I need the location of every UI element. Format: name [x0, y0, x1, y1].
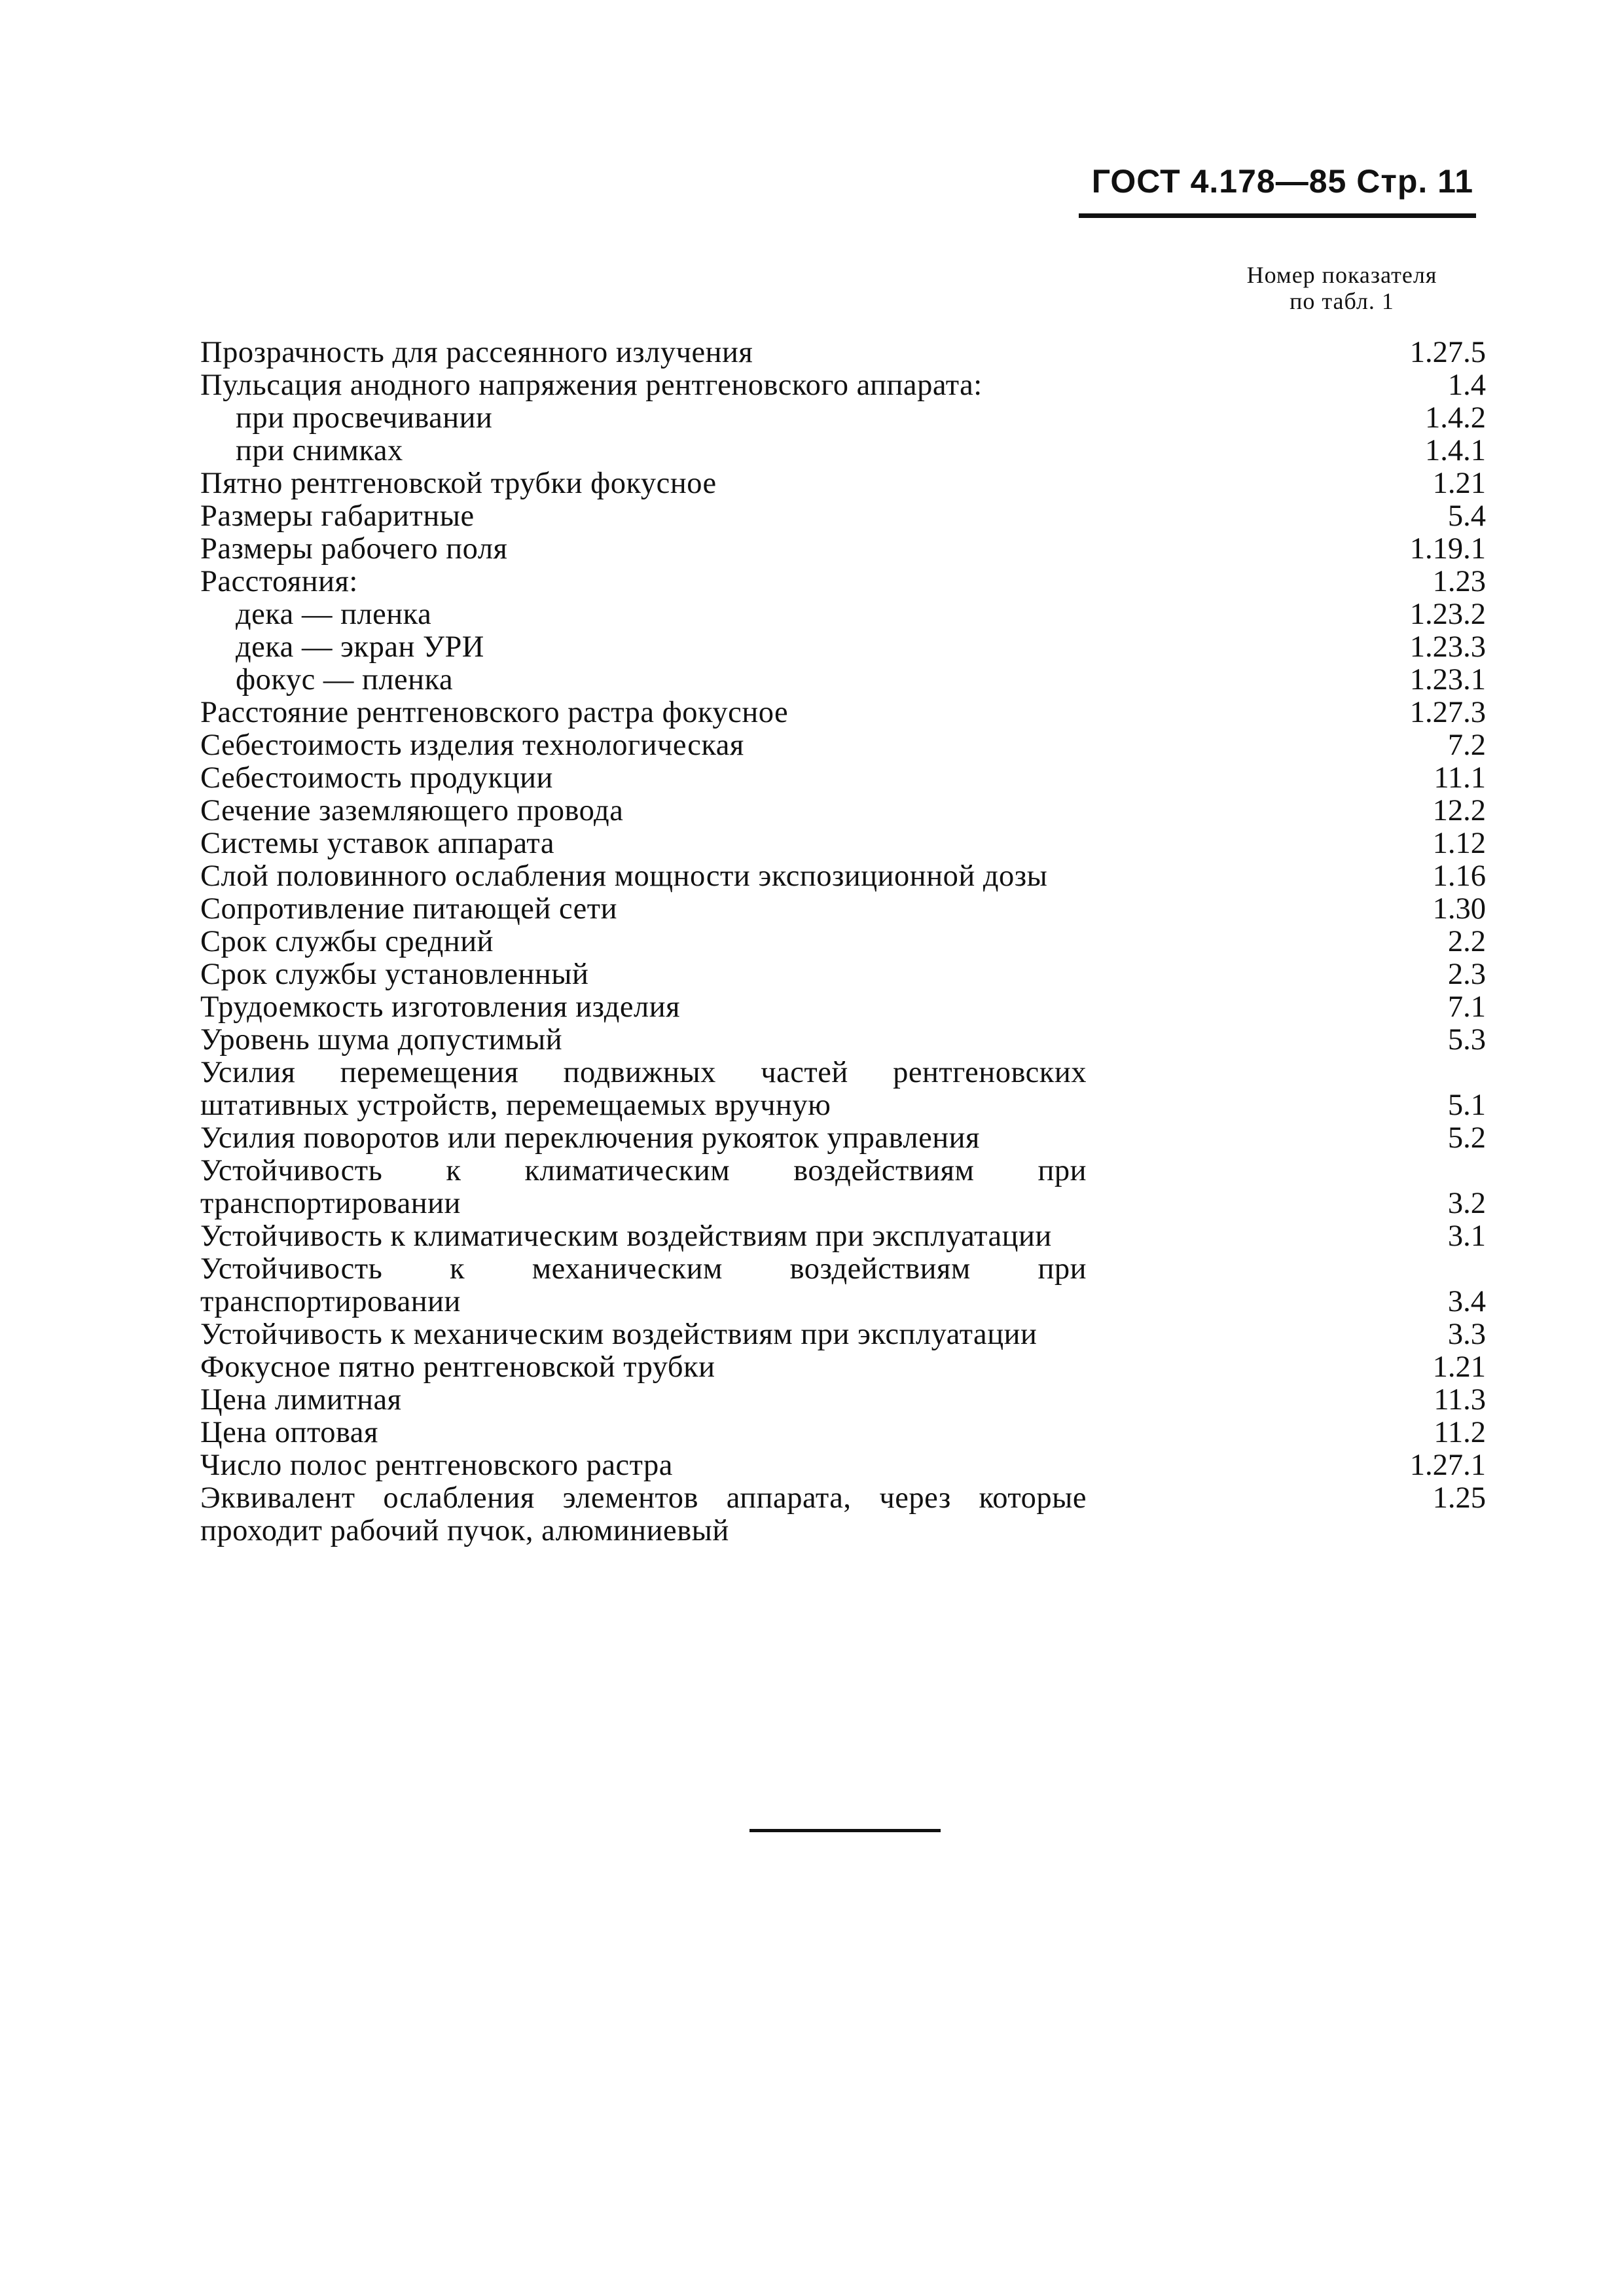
entry-number: 7.1 [1447, 990, 1486, 1024]
index-entry [200, 1122, 1486, 1155]
entry-number: 1.12 [1432, 827, 1486, 860]
index-entry [200, 1024, 1486, 1057]
entry-number: 12.2 [1432, 794, 1486, 827]
index-entry [200, 958, 1486, 991]
entry-text: Фокусное пятно рентгеновской трубки [200, 1350, 715, 1384]
index-entry [200, 369, 1486, 402]
entry-number: 5.4 [1447, 499, 1486, 533]
index-entry [200, 762, 1486, 795]
entry-number: 1.4.2 [1425, 401, 1486, 435]
column-caption-line1: Номер показателя [1246, 262, 1437, 288]
entry-number: 1.4 [1447, 369, 1486, 402]
entry-text: Эквивалент ослабления элементов аппарата, через которые проходит рабочий пучок, алюминиевый [200, 1481, 1087, 1547]
index-entry [200, 1351, 1486, 1384]
entry-text: при снимках [236, 434, 403, 467]
entry-number: 11.1 [1434, 761, 1486, 795]
entry-text: Устойчивость к климатическим воздействиям при эксплуатации [200, 1220, 1052, 1253]
index-entry [200, 926, 1486, 958]
index-entry [200, 533, 1486, 566]
entry-number: 1.25 [1432, 1481, 1486, 1515]
entry-text: Сечение заземляющего провода [200, 794, 624, 827]
entry-text: Уровень шума допустимый [200, 1023, 563, 1057]
entry-text: при просвечивании [236, 401, 493, 435]
index-entry [200, 664, 1486, 696]
index-entry [200, 795, 1486, 827]
index-entry [200, 893, 1486, 926]
entry-text: Усилия перемещения подвижных частей рентгеновских штативных устройств, перемещаемых вручную [200, 1056, 1087, 1122]
entry-text: фокус — пленка [236, 663, 454, 696]
index-entry [200, 696, 1486, 729]
entry-number: 1.27.3 [1409, 696, 1486, 729]
index-entry [200, 1384, 1486, 1417]
entry-number: 1.21 [1432, 1350, 1486, 1384]
index-entry [200, 1417, 1486, 1449]
entry-text: Цена лимитная [200, 1383, 402, 1417]
index-entry [200, 1318, 1486, 1351]
page-header: ГОСТ 4.178—85 Стр. 11 [1091, 163, 1473, 200]
header-rule [1079, 213, 1476, 218]
index-entry [200, 991, 1486, 1024]
entry-number: 1.23 [1432, 565, 1486, 598]
footer-rule [749, 1829, 941, 1832]
entry-number: 5.2 [1447, 1121, 1486, 1155]
entry-number: 1.23.1 [1409, 663, 1486, 696]
index-entry [200, 729, 1486, 762]
entry-text: Расстояния: [200, 565, 358, 598]
entry-text: Усилия поворотов или переключения рукояток управления [200, 1121, 980, 1155]
entry-number: 3.4 [1447, 1285, 1486, 1318]
entry-number: 1.27.5 [1409, 336, 1486, 369]
column-caption-line2: по табл. 1 [1290, 288, 1394, 314]
entry-text: Цена оптовая [200, 1416, 378, 1449]
index-entry [200, 1057, 1486, 1122]
index-entry [200, 827, 1486, 860]
index-entry [200, 598, 1486, 631]
entry-text: Себестоимость продукции [200, 761, 553, 795]
entry-text: Размеры габаритные [200, 499, 475, 533]
index-entry [200, 860, 1486, 893]
entry-text: Пятно рентгеновской трубки фокусное [200, 467, 717, 500]
entry-text: Число полос рентгеновского растра [200, 1449, 673, 1482]
entry-text: Трудоемкость изготовления изделия [200, 990, 680, 1024]
entry-number: 5.3 [1447, 1023, 1486, 1057]
entry-number: 5.1 [1447, 1089, 1486, 1122]
entry-text: дека — пленка [236, 598, 432, 631]
index-entry [200, 402, 1486, 435]
entry-text: Прозрачность для рассеянного излучения [200, 336, 753, 369]
column-caption [1198, 262, 1486, 314]
entry-text: Себестоимость изделия технологическая [200, 729, 744, 762]
index-entry [200, 1155, 1486, 1220]
entry-number: 3.1 [1447, 1220, 1486, 1253]
index-entry [200, 1449, 1486, 1482]
index-entry [200, 500, 1486, 533]
index-entry [200, 1220, 1486, 1253]
entry-text: дека — экран УРИ [236, 630, 484, 664]
entry-text: Срок службы средний [200, 925, 494, 958]
entry-number: 1.23.2 [1409, 598, 1486, 631]
index-entry [200, 1253, 1486, 1318]
index-entry [200, 435, 1486, 467]
entry-text: Расстояние рентгеновского растра фокусное [200, 696, 789, 729]
entry-number: 1.4.1 [1425, 434, 1486, 467]
entry-text: Устойчивость к механическим воздействиям при транспортировании [200, 1252, 1087, 1318]
index-list [200, 336, 1486, 1547]
entry-number: 11.3 [1434, 1383, 1486, 1417]
entry-number: 1.30 [1432, 892, 1486, 926]
index-entry [200, 336, 1486, 369]
entry-text: Устойчивость к механическим воздействиям при эксплуатации [200, 1318, 1038, 1351]
entry-text: Устойчивость к климатическим воздействиям при транспортировании [200, 1154, 1087, 1220]
entry-text: Системы уставок аппарата [200, 827, 554, 860]
entry-text: Сопротивление питающей сети [200, 892, 618, 926]
entry-number: 1.16 [1432, 859, 1486, 893]
index-entry [200, 1482, 1486, 1547]
entry-text: Слой половинного ослабления мощности экспозиционной дозы [200, 859, 1048, 893]
entry-text: Пульсация анодного напряжения рентгеновского аппарата: [200, 369, 983, 402]
entry-number: 11.2 [1434, 1416, 1486, 1449]
entry-number: 7.2 [1447, 729, 1486, 762]
entry-number: 1.27.1 [1409, 1449, 1486, 1482]
entry-number: 2.3 [1447, 958, 1486, 991]
entry-text: Срок службы установленный [200, 958, 589, 991]
entry-number: 2.2 [1447, 925, 1486, 958]
entry-number: 1.21 [1432, 467, 1486, 500]
entry-number: 3.3 [1447, 1318, 1486, 1351]
index-entry [200, 467, 1486, 500]
entry-number: 1.23.3 [1409, 630, 1486, 664]
index-entry [200, 566, 1486, 598]
entry-number: 1.19.1 [1409, 532, 1486, 566]
index-entry [200, 631, 1486, 664]
entry-number: 3.2 [1447, 1187, 1486, 1220]
entry-text: Размеры рабочего поля [200, 532, 508, 566]
